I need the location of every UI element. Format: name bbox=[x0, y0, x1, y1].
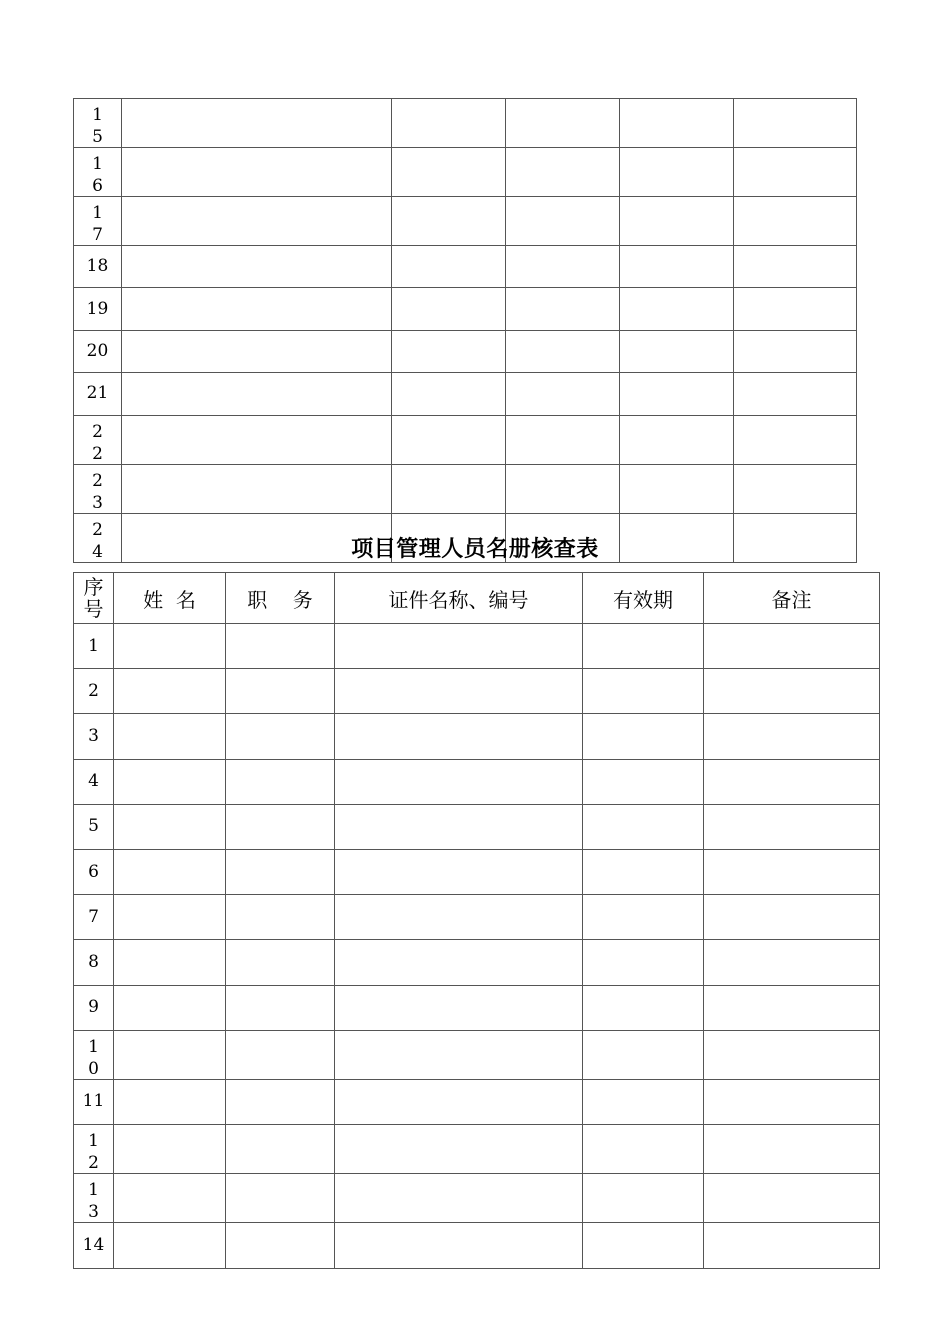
row-number-part: 9 bbox=[88, 997, 99, 1018]
row-number-part: 2 bbox=[88, 1153, 99, 1174]
empty-cell[interactable] bbox=[583, 714, 704, 759]
header-certificate: 证件名称、编号 bbox=[335, 573, 583, 624]
empty-cell[interactable] bbox=[335, 714, 583, 759]
empty-cell[interactable] bbox=[734, 464, 857, 513]
empty-cell[interactable] bbox=[704, 1030, 880, 1079]
empty-cell[interactable] bbox=[704, 669, 880, 714]
empty-cell[interactable] bbox=[335, 985, 583, 1030]
roster-table-body bbox=[74, 624, 880, 1269]
row-number-part: 1 bbox=[88, 635, 99, 656]
table-row bbox=[74, 1079, 880, 1124]
row-number bbox=[74, 759, 114, 804]
empty-cell[interactable] bbox=[583, 759, 704, 804]
table-row bbox=[74, 288, 857, 330]
empty-cell[interactable] bbox=[122, 288, 392, 330]
header-seq-line-2: 号 bbox=[83, 597, 104, 621]
empty-cell[interactable] bbox=[392, 288, 506, 330]
table-row bbox=[74, 99, 857, 148]
empty-cell[interactable] bbox=[620, 246, 734, 288]
empty-cell[interactable] bbox=[704, 714, 880, 759]
empty-cell[interactable] bbox=[392, 373, 506, 415]
row-number bbox=[74, 1174, 114, 1223]
empty-cell[interactable] bbox=[226, 1079, 335, 1124]
header-position: 职 务 bbox=[226, 573, 335, 624]
empty-cell[interactable] bbox=[506, 99, 620, 148]
empty-cell[interactable] bbox=[335, 759, 583, 804]
row-number-part: 19 bbox=[86, 298, 109, 319]
empty-cell[interactable] bbox=[620, 415, 734, 464]
row-number bbox=[74, 849, 114, 894]
roster-table bbox=[73, 572, 880, 1269]
table-row bbox=[74, 246, 857, 288]
row-number-part: 1 bbox=[92, 154, 103, 174]
empty-cell[interactable] bbox=[226, 1223, 335, 1268]
row-number bbox=[74, 1030, 114, 1079]
row-number bbox=[74, 985, 114, 1030]
empty-cell[interactable] bbox=[734, 288, 857, 330]
row-number-part: 4 bbox=[88, 771, 99, 792]
row-number-part: 7 bbox=[92, 225, 103, 245]
empty-cell[interactable] bbox=[122, 330, 392, 372]
empty-cell[interactable] bbox=[734, 330, 857, 372]
row-number bbox=[74, 940, 114, 985]
row-number bbox=[74, 415, 122, 464]
empty-cell[interactable] bbox=[392, 197, 506, 246]
empty-cell[interactable] bbox=[335, 895, 583, 940]
empty-cell[interactable] bbox=[620, 197, 734, 246]
row-number bbox=[74, 330, 122, 372]
empty-cell[interactable] bbox=[114, 1030, 226, 1079]
roster-header-row bbox=[74, 573, 880, 624]
empty-cell[interactable] bbox=[114, 624, 226, 669]
header-seq-line-1: 序 bbox=[83, 575, 104, 599]
row-number-part: 2 bbox=[92, 443, 103, 464]
table-row bbox=[74, 464, 857, 513]
table-row bbox=[74, 1030, 880, 1079]
empty-cell[interactable] bbox=[335, 1174, 583, 1223]
row-number-part: 1 bbox=[88, 1036, 99, 1057]
row-number bbox=[74, 624, 114, 669]
row-number bbox=[74, 1079, 114, 1124]
empty-cell[interactable] bbox=[704, 624, 880, 669]
row-number-part: 5 bbox=[88, 816, 99, 837]
table-row bbox=[74, 148, 857, 197]
empty-cell[interactable] bbox=[506, 464, 620, 513]
row-number-part: 2 bbox=[92, 470, 103, 491]
empty-cell[interactable] bbox=[620, 464, 734, 513]
table-row bbox=[74, 759, 880, 804]
continued-table bbox=[73, 98, 857, 563]
empty-cell[interactable] bbox=[226, 985, 335, 1030]
table-row bbox=[74, 1174, 880, 1223]
table-row bbox=[74, 804, 880, 849]
empty-cell[interactable] bbox=[583, 669, 704, 714]
table-row bbox=[74, 373, 857, 415]
empty-cell[interactable] bbox=[583, 849, 704, 894]
header-name: 姓 名 bbox=[114, 573, 226, 624]
row-number-part: 5 bbox=[92, 127, 103, 147]
empty-cell[interactable] bbox=[704, 940, 880, 985]
empty-cell[interactable] bbox=[114, 985, 226, 1030]
empty-cell[interactable] bbox=[704, 1079, 880, 1124]
empty-cell[interactable] bbox=[506, 288, 620, 330]
empty-cell[interactable] bbox=[392, 415, 506, 464]
table-row bbox=[74, 197, 857, 246]
empty-cell[interactable] bbox=[335, 940, 583, 985]
table-row bbox=[74, 895, 880, 940]
empty-cell[interactable] bbox=[226, 669, 335, 714]
table-row bbox=[74, 714, 880, 759]
empty-cell[interactable] bbox=[392, 99, 506, 148]
empty-cell[interactable] bbox=[583, 985, 704, 1030]
empty-cell[interactable] bbox=[704, 849, 880, 894]
empty-cell[interactable] bbox=[506, 246, 620, 288]
empty-cell[interactable] bbox=[506, 148, 620, 197]
row-number bbox=[74, 714, 114, 759]
empty-cell[interactable] bbox=[335, 849, 583, 894]
row-number-part: 7 bbox=[88, 906, 99, 927]
header-remarks: 备注 bbox=[704, 573, 880, 624]
empty-cell[interactable] bbox=[704, 895, 880, 940]
empty-cell[interactable] bbox=[226, 804, 335, 849]
row-number bbox=[74, 148, 122, 197]
empty-cell[interactable] bbox=[734, 99, 857, 148]
empty-cell[interactable] bbox=[704, 804, 880, 849]
row-number bbox=[74, 197, 122, 246]
empty-cell[interactable] bbox=[114, 940, 226, 985]
empty-cell[interactable] bbox=[583, 895, 704, 940]
empty-cell[interactable] bbox=[114, 1223, 226, 1268]
empty-cell[interactable] bbox=[335, 624, 583, 669]
empty-cell[interactable] bbox=[734, 148, 857, 197]
empty-cell[interactable] bbox=[583, 1174, 704, 1223]
table-row bbox=[74, 1223, 880, 1268]
empty-cell[interactable] bbox=[114, 714, 226, 759]
table-row bbox=[74, 669, 880, 714]
empty-cell[interactable] bbox=[226, 624, 335, 669]
row-number-part: 2 bbox=[92, 421, 103, 442]
empty-cell[interactable] bbox=[704, 1223, 880, 1268]
row-number-part: 18 bbox=[86, 256, 109, 277]
row-number bbox=[74, 464, 122, 513]
empty-cell[interactable] bbox=[704, 985, 880, 1030]
row-number bbox=[74, 1223, 114, 1268]
empty-cell[interactable] bbox=[392, 246, 506, 288]
empty-cell[interactable] bbox=[226, 895, 335, 940]
empty-cell[interactable] bbox=[122, 415, 392, 464]
row-number-part: 8 bbox=[88, 951, 99, 972]
empty-cell[interactable] bbox=[114, 895, 226, 940]
row-number-part: 3 bbox=[92, 492, 103, 513]
empty-cell[interactable] bbox=[122, 148, 392, 197]
empty-cell[interactable] bbox=[335, 1223, 583, 1268]
empty-cell[interactable] bbox=[583, 1223, 704, 1268]
empty-cell[interactable] bbox=[335, 1079, 583, 1124]
empty-cell[interactable] bbox=[226, 714, 335, 759]
empty-cell[interactable] bbox=[226, 1030, 335, 1079]
empty-cell[interactable] bbox=[620, 330, 734, 372]
row-number-part: 11 bbox=[82, 1091, 105, 1112]
empty-cell[interactable] bbox=[114, 1079, 226, 1124]
table-row bbox=[74, 330, 857, 372]
table-row bbox=[74, 985, 880, 1030]
empty-cell[interactable] bbox=[506, 330, 620, 372]
empty-cell[interactable] bbox=[704, 1125, 880, 1174]
empty-cell[interactable] bbox=[734, 415, 857, 464]
empty-cell[interactable] bbox=[114, 1125, 226, 1174]
empty-cell[interactable] bbox=[335, 1030, 583, 1079]
table-row bbox=[74, 1125, 880, 1174]
empty-cell[interactable] bbox=[114, 849, 226, 894]
row-number-part: 21 bbox=[86, 383, 109, 404]
empty-cell[interactable] bbox=[122, 464, 392, 513]
empty-cell[interactable] bbox=[583, 1030, 704, 1079]
row-number bbox=[74, 669, 114, 714]
empty-cell[interactable] bbox=[114, 759, 226, 804]
empty-cell[interactable] bbox=[506, 415, 620, 464]
empty-cell[interactable] bbox=[122, 197, 392, 246]
empty-cell[interactable] bbox=[335, 804, 583, 849]
row-number-part: 3 bbox=[88, 1202, 99, 1223]
row-number-part: 1 bbox=[92, 105, 103, 125]
empty-cell[interactable] bbox=[392, 148, 506, 197]
empty-cell[interactable] bbox=[583, 940, 704, 985]
empty-cell[interactable] bbox=[734, 197, 857, 246]
row-number bbox=[74, 895, 114, 940]
empty-cell[interactable] bbox=[734, 373, 857, 415]
row-number-part: 1 bbox=[88, 1131, 99, 1152]
header-seq bbox=[74, 573, 114, 624]
table-row bbox=[74, 415, 857, 464]
row-number bbox=[74, 246, 122, 288]
table-row bbox=[74, 849, 880, 894]
row-number-part: 3 bbox=[88, 725, 99, 746]
empty-cell[interactable] bbox=[583, 1079, 704, 1124]
empty-cell[interactable] bbox=[583, 1125, 704, 1174]
table-row bbox=[74, 624, 880, 669]
empty-cell[interactable] bbox=[226, 1174, 335, 1223]
empty-cell[interactable] bbox=[122, 246, 392, 288]
empty-cell[interactable] bbox=[620, 148, 734, 197]
empty-cell[interactable] bbox=[226, 1125, 335, 1174]
table-row bbox=[74, 940, 880, 985]
row-number-part: 2 bbox=[88, 680, 99, 701]
empty-cell[interactable] bbox=[122, 373, 392, 415]
empty-cell[interactable] bbox=[704, 759, 880, 804]
empty-cell[interactable] bbox=[620, 288, 734, 330]
row-number-part: 6 bbox=[92, 176, 103, 196]
row-number-part: 1 bbox=[88, 1180, 99, 1201]
empty-cell[interactable] bbox=[506, 373, 620, 415]
empty-cell[interactable] bbox=[114, 804, 226, 849]
row-number bbox=[74, 99, 122, 148]
row-number-part: 14 bbox=[82, 1235, 105, 1256]
empty-cell[interactable] bbox=[704, 1174, 880, 1223]
empty-cell[interactable] bbox=[734, 246, 857, 288]
row-number-part: 1 bbox=[92, 203, 103, 223]
empty-cell[interactable] bbox=[226, 940, 335, 985]
empty-cell[interactable] bbox=[335, 1125, 583, 1174]
empty-cell[interactable] bbox=[114, 1174, 226, 1223]
continued-table-body bbox=[74, 99, 857, 563]
row-number bbox=[74, 804, 114, 849]
empty-cell[interactable] bbox=[114, 669, 226, 714]
row-number-part: 20 bbox=[86, 340, 109, 361]
form-title: 项目管理人员名册核查表 bbox=[351, 536, 599, 562]
row-number-part: 4 bbox=[92, 541, 103, 562]
row-number-part: 0 bbox=[88, 1058, 99, 1079]
empty-cell[interactable] bbox=[392, 330, 506, 372]
row-number bbox=[74, 1125, 114, 1174]
row-number bbox=[74, 373, 122, 415]
empty-cell[interactable] bbox=[620, 99, 734, 148]
empty-cell[interactable] bbox=[226, 759, 335, 804]
empty-cell[interactable] bbox=[335, 669, 583, 714]
row-number bbox=[74, 288, 122, 330]
empty-cell[interactable] bbox=[122, 99, 392, 148]
row-number-part: 6 bbox=[88, 861, 99, 882]
row-number-part: 2 bbox=[92, 519, 103, 540]
empty-cell[interactable] bbox=[583, 624, 704, 669]
empty-cell[interactable] bbox=[392, 464, 506, 513]
header-validity: 有效期 bbox=[583, 573, 704, 624]
empty-cell[interactable] bbox=[583, 804, 704, 849]
empty-cell[interactable] bbox=[620, 373, 734, 415]
empty-cell[interactable] bbox=[226, 849, 335, 894]
empty-cell[interactable] bbox=[506, 197, 620, 246]
